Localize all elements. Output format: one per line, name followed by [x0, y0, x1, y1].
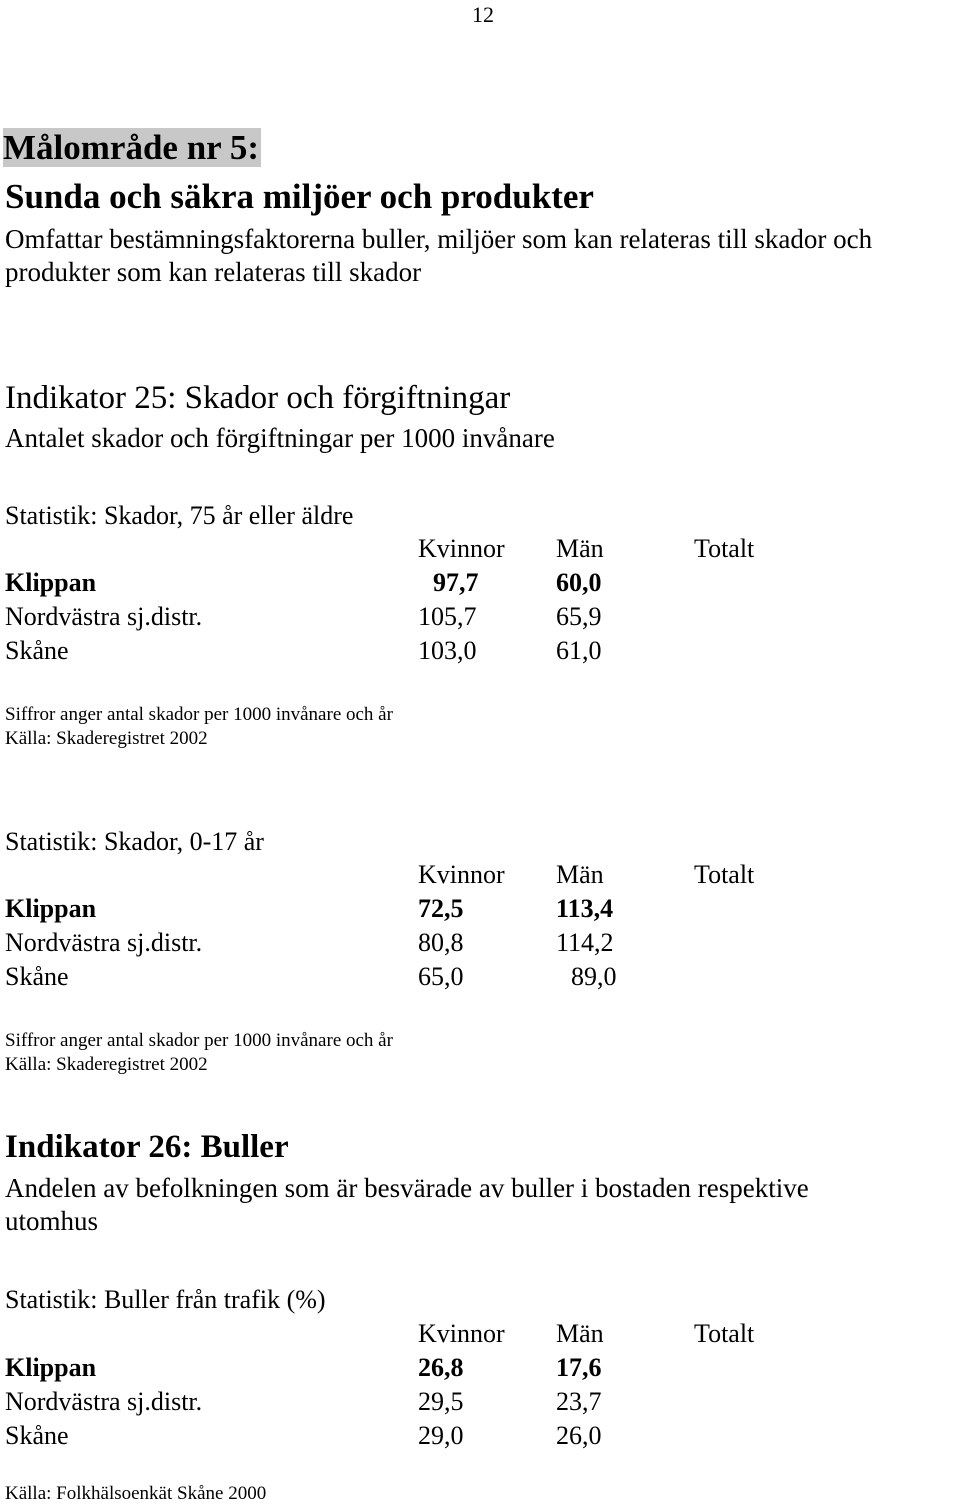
stat1-header-total: Totalt: [694, 534, 755, 563]
stat2-header-women: Kvinnor: [418, 860, 505, 889]
table-row-label: Klippan: [5, 894, 97, 923]
table-cell-women: 29,0: [418, 1421, 464, 1450]
goal-area-title: [3, 128, 261, 168]
stat1-header-women: Kvinnor: [418, 534, 505, 563]
table-cell-men: 89,0: [571, 962, 617, 991]
table-cell-men: 114,2: [556, 928, 614, 957]
table-row-label: Nordvästra sj.distr.: [5, 928, 203, 957]
stat1-source: Källa: Skaderegistret 2002: [5, 728, 208, 749]
indicator26-description-line2: utomhus: [5, 1206, 99, 1236]
stat3-header-men: Män: [556, 1319, 604, 1348]
stat3-source: Källa: Folkhälsoenkät Skåne 2000: [5, 1483, 267, 1504]
table-cell-men: 23,7: [556, 1387, 602, 1416]
table-cell-women: 103,0: [418, 636, 477, 665]
table-cell-women: 80,8: [418, 928, 464, 957]
stat1-header-men: Män: [556, 534, 604, 563]
stat1-title: Statistik: Skador, 75 år eller äldre: [5, 501, 354, 530]
goal-area-title-text: Målområde nr 5:: [3, 128, 259, 167]
table-row-label: Skåne: [5, 1421, 69, 1450]
indicator26-description-line1: Andelen av befolkningen som är besvärade av buller i bostaden respektive: [5, 1173, 809, 1203]
table-cell-men: 113,4: [556, 894, 614, 923]
goal-area-description-line1: Omfattar bestämningsfaktorerna buller, miljöer som kan relateras till skador och: [5, 224, 873, 254]
stat2-header-men: Män: [556, 860, 604, 889]
table-cell-men: 61,0: [556, 636, 602, 665]
table-cell-women: 26,8: [418, 1353, 464, 1382]
table-row-label: Nordvästra sj.distr.: [5, 1387, 203, 1416]
table-cell-women: 72,5: [418, 894, 464, 923]
stat3-title: Statistik: Buller från trafik (%): [5, 1285, 326, 1314]
indicator25-description: Antalet skador och förgiftningar per 1000 invånare: [5, 423, 555, 453]
stat2-source: Källa: Skaderegistret 2002: [5, 1054, 208, 1075]
indicator26-title: Indikator 26: Buller: [5, 1129, 289, 1165]
table-cell-women: 29,5: [418, 1387, 464, 1416]
table-cell-men: 26,0: [556, 1421, 602, 1450]
table-row-label: Skåne: [5, 962, 69, 991]
stat1-note: Siffror anger antal skador per 1000 invånare och år: [5, 704, 393, 725]
table-cell-women: 65,0: [418, 962, 464, 991]
table-row-label: Skåne: [5, 636, 69, 665]
stat3-header-women: Kvinnor: [418, 1319, 505, 1348]
stat2-title: Statistik: Skador, 0-17 år: [5, 827, 264, 856]
indicator25-title: Indikator 25: Skador och förgiftningar: [5, 380, 511, 416]
table-cell-men: 17,6: [556, 1353, 602, 1382]
stat2-note: Siffror anger antal skador per 1000 invånare och år: [5, 1030, 393, 1051]
table-cell-men: 60,0: [556, 568, 602, 597]
page-number: 12: [472, 2, 494, 27]
table-row-label: Klippan: [5, 568, 97, 597]
table-cell-men: 65,9: [556, 602, 602, 631]
table-row-label: Nordvästra sj.distr.: [5, 602, 203, 631]
goal-area-description-line2: produkter som kan relateras till skador: [5, 257, 422, 287]
table-cell-women: 105,7: [418, 602, 477, 631]
stat3-header-total: Totalt: [694, 1319, 755, 1348]
stat2-header-total: Totalt: [694, 860, 755, 889]
goal-area-subtitle: Sunda och säkra miljöer och produkter: [5, 177, 594, 216]
table-row-label: Klippan: [5, 1353, 97, 1382]
table-cell-women: 97,7: [433, 568, 479, 597]
